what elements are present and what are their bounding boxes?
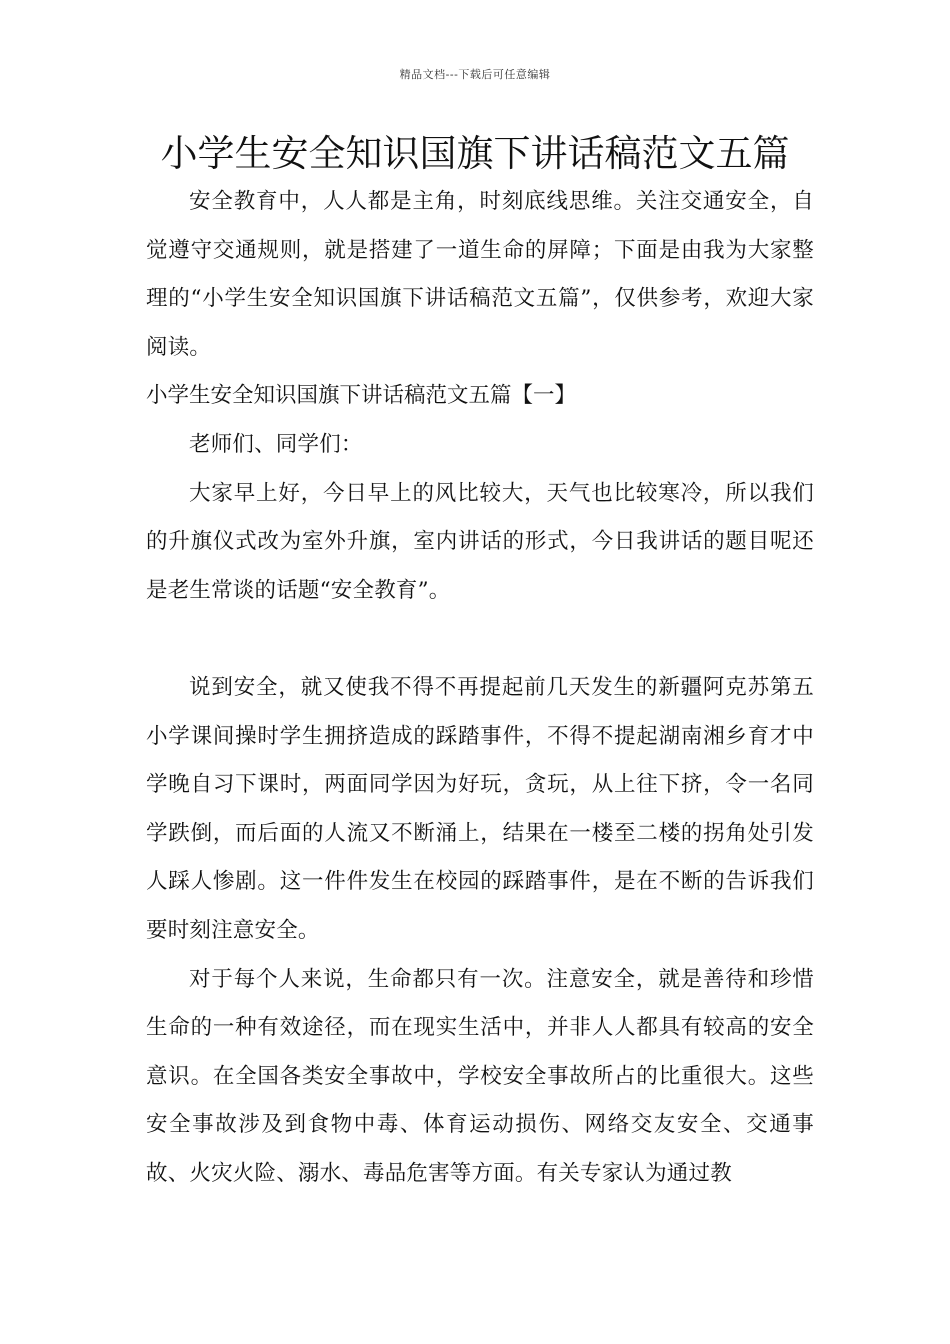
paragraph-gap: [146, 615, 814, 664]
body-paragraph-3: 对于每个人来说，生命都只有一次。注意安全，就是善待和珍惜生命的一种有效途径，而在现实生活中，并非人人都具有较高的安全意识。在全国各类安全事故中，学校安全事故所占的比重很大。这些安全事故涉及到食物中毒、体育运动损伤、网络交友安全、交通事故、火灾火险、溺水、毒品危害等方面。有关专家认为通过教: [146, 966, 814, 1186]
document-title: 小学生安全知识国旗下讲话稿范文五篇: [160, 132, 790, 175]
body-paragraph-2: 说到安全，就又使我不得不再提起前几天发生的新疆阿克苏第五小学课间操时学生拥挤造成的踩踏事件，不得不提起湖南湘乡育才中学晚自习下课时，两面同学因为好玩，贪玩，从上往下挤，令一名同学跌倒，而后面的人流又不断涌上，结果在一楼至二楼的拐角处引发人踩人惨剧。这一件件发生在校园的踩踏事件，是在不断的告诉我们要时刻注意安全。: [146, 674, 814, 943]
intro-paragraph: 安全教育中，人人都是主角，时刻底线思维。关注交通安全，自觉遵守交通规则，就是搭建了一道生命的屏障；下面是由我为大家整理的“小学生安全知识国旗下讲话稿范文五篇”，仅供参考，欢迎大家阅读。: [146, 189, 814, 360]
header-note: 精品文档---下载后可任意编辑: [399, 68, 551, 81]
greeting-paragraph: 老师们、同学们：: [189, 431, 363, 457]
section-heading: 小学生安全知识国旗下讲话稿范文五篇【一】: [146, 383, 577, 409]
document-body: [146, 178, 814, 1198]
body-paragraph-1: 大家早上好，今日早上的风比较大，天气也比较寒冷，所以我们的升旗仪式改为室外升旗，室内讲话的形式，今日我讲话的题目呢还是老生常谈的话题“安全教育”。: [146, 480, 814, 603]
